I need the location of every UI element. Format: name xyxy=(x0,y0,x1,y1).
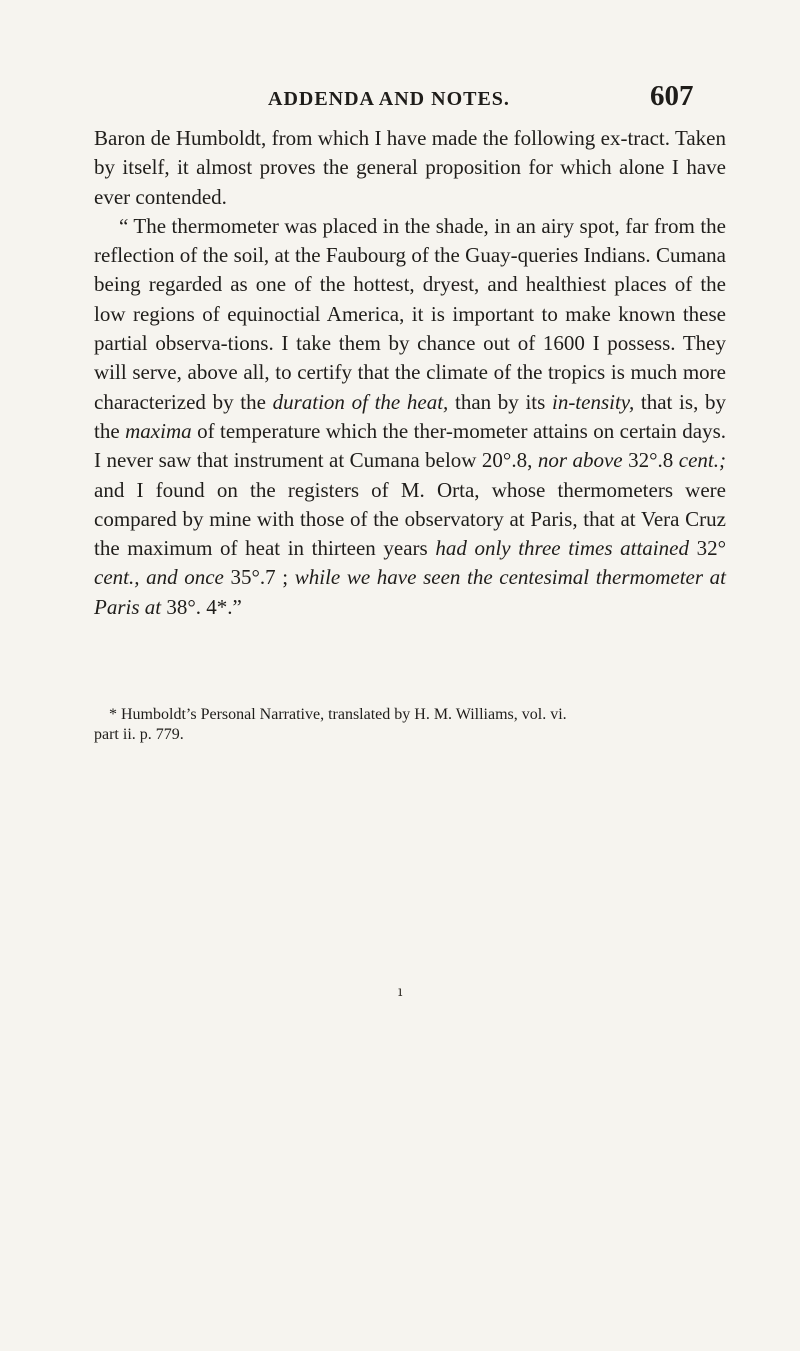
paragraph-intro-text: Baron de Humboldt, from which I have made the following ex-tract. Taken by itself, it almost proves the general proposition for which alone I have ever contended. xyxy=(94,126,726,209)
page-number: 607 xyxy=(650,80,694,112)
page-header xyxy=(0,80,800,114)
italic-phrase: in-tensity, xyxy=(551,389,635,414)
quote-text: that is, by the xyxy=(94,389,726,443)
italic-phrase: while we have seen the centesimal thermometer at Paris at xyxy=(94,565,726,619)
footnote-line: * Humboldt’s Personal Narrative, translated by H. M. Williams, vol. vi. xyxy=(109,706,567,723)
quote-text: and I found on the registers of M. Orta, whose thermometers were compared by mine with those of the observatory at Paris, that at Vera Cruz the maximum of heat in thirteen years xyxy=(94,477,726,561)
italic-phrase: cent., and once xyxy=(94,565,224,590)
italic-phrase: maxima xyxy=(125,418,192,443)
quote-text: 32° xyxy=(688,536,726,561)
body-text xyxy=(94,124,726,622)
running-head: ADDENDA AND NOTES. xyxy=(268,88,510,110)
italic-phrase: duration of the heat, xyxy=(272,389,449,414)
quote-text: 32°.8 xyxy=(622,448,679,473)
paragraph-quotation xyxy=(94,212,726,622)
quote-text: 38°. 4*.” xyxy=(161,594,242,619)
quote-text: of temperature which the ther-mometer attains on certain days. I never saw that instrument at Cumana below 20°.8, xyxy=(94,418,727,473)
italic-phrase: nor above xyxy=(537,448,623,473)
paragraph-intro xyxy=(94,124,726,212)
italic-phrase: cent.; xyxy=(678,448,726,473)
footnote-line: part ii. p. 779. xyxy=(94,726,184,743)
quote-text: “ The thermometer was placed in the shade, in an airy spot, far from the reflection of the soil, at the Faubourg of the Guay-queries Indians. Cumana being regarded as one of the hottest, dryest, and healthiest places of the low regions of equinoctial America, it is important to make known these partial observa-tions. I take them by chance out of 1600 I possess. They will serve, above all, to certify that the climate of the tropics is much more characterized by the xyxy=(94,213,726,414)
italic-phrase: had only three times attained xyxy=(435,536,689,561)
footnote xyxy=(94,705,726,745)
quote-text: than by its xyxy=(448,389,552,414)
quote-text: 35°.7 ; xyxy=(223,565,295,590)
stray-ink-mark: ı xyxy=(398,984,403,1000)
